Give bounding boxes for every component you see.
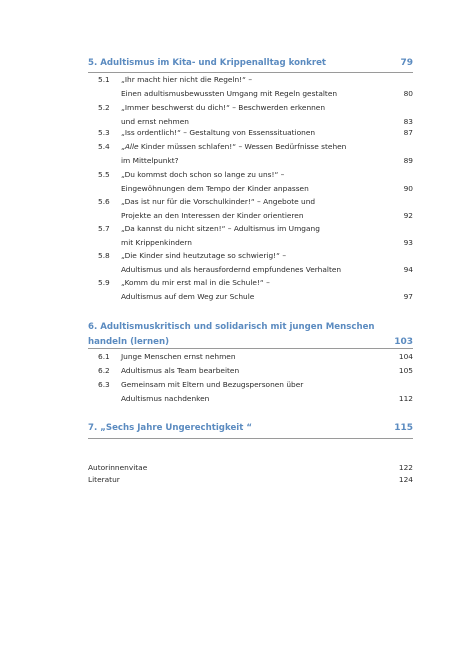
entry-line-1: „Die Kinder sind heutzutage so schwierig!“ – [121, 251, 287, 260]
chapter-title: 5. Adultismus im Kita- und Krippenalltag konkret [88, 58, 327, 68]
entry-line-2: Einen adultismusbewussten Umgang mit Regeln gestalten [121, 89, 338, 98]
entry-page: 104 [398, 352, 413, 361]
entry-line-2: Adultismus nachdenken [121, 394, 210, 403]
entry-page: 93 [403, 238, 413, 247]
entry-line-1: „Immer beschwerst du dich!“ – Beschwerden erkennen [121, 103, 326, 112]
entry-number: 6.3 [98, 380, 110, 389]
chapter-title-line-2: handeln (lernen) [88, 337, 170, 347]
entry-number: 5.7 [98, 224, 110, 233]
entry-number: 5.6 [98, 197, 110, 206]
entry-page: 80 [403, 89, 413, 98]
entry-line-2: Adultismus auf dem Weg zur Schule [121, 292, 255, 301]
entry-number: 6.1 [98, 352, 110, 361]
entry-line-2: im Mittelpunkt? [121, 156, 179, 165]
entry-page: 112 [398, 394, 413, 403]
entry-number: 5.5 [98, 170, 110, 179]
chapter-page: 79 [400, 58, 413, 68]
entry-number: 5.8 [98, 251, 110, 260]
entry-line-2: Projekte an den Interessen der Kinder orientieren [121, 211, 304, 220]
entry-line-1: „Du kommst doch schon so lange zu uns!“ – [121, 170, 285, 179]
entry-number: 5.4 [98, 142, 110, 151]
entry-page: 97 [403, 292, 413, 301]
entry-page: 87 [403, 128, 413, 137]
entry-line-2: Adultismus und als herausfordernd empfundenes Verhalten [121, 265, 342, 274]
quote-mark: „ [121, 142, 125, 151]
entry-line-1: „Ihr macht hier nicht die Regeln!“ – [121, 75, 253, 84]
entry-page: 90 [403, 184, 413, 193]
entry-line-1: „Das ist nur für die Vorschulkinder!“ – Angebote und [121, 197, 316, 206]
entry-line-1 [121, 140, 346, 154]
entry-page: 83 [403, 117, 413, 126]
entry-line-2: und ernst nehmen [121, 117, 189, 126]
entry-number: 5.2 [98, 103, 110, 112]
entry-line-1: Gemeinsam mit Eltern und Bezugspersonen über [121, 380, 304, 389]
entry-number: 5.1 [98, 75, 110, 84]
entry-line-1: Adultismus als Team bearbeiten [121, 366, 240, 375]
back-matter-title: Autorinnenvitae [88, 463, 148, 472]
entry-line-2: mit Krippenkindern [121, 238, 192, 247]
entry-page: 105 [398, 366, 413, 375]
entry-line-2: Eingewöhnungen dem Tempo der Kinder anpassen [121, 184, 309, 193]
entry-line-1: „Komm du mir erst mal in die Schule!“ – [121, 278, 270, 287]
divider [88, 348, 413, 349]
chapter-page: 115 [394, 423, 413, 433]
divider [88, 438, 413, 439]
chapter-title: 7. „Sechs Jahre Ungerechtigkeit “ [88, 423, 252, 433]
chapter-title-line-1: 6. Adultismuskritisch und solidarisch mit jungen Menschen [88, 322, 375, 332]
back-matter-title: Literatur [88, 475, 120, 484]
entry-page: 94 [403, 265, 413, 274]
back-matter-page: 124 [398, 475, 413, 484]
entry-line-1-text: Kinder müssen schlafen!“ – Wessen Bedürfnisse stehen [138, 142, 347, 151]
entry-line-1: „Iss ordentlich!“ – Gestaltung von Essenssituationen [121, 128, 316, 137]
chapter-page: 103 [394, 337, 413, 347]
entry-number: 6.2 [98, 366, 110, 375]
entry-number: 5.3 [98, 128, 110, 137]
entry-page: 92 [403, 211, 413, 220]
entry-line-1: Junge Menschen ernst nehmen [121, 352, 236, 361]
entry-line-1: „Da kannst du nicht sitzen!“ – Adultismus im Umgang [121, 224, 320, 233]
entry-page: 89 [403, 156, 413, 165]
back-matter-page: 122 [398, 463, 413, 472]
entry-number: 5.9 [98, 278, 110, 287]
emphasis: Alle [124, 142, 139, 151]
